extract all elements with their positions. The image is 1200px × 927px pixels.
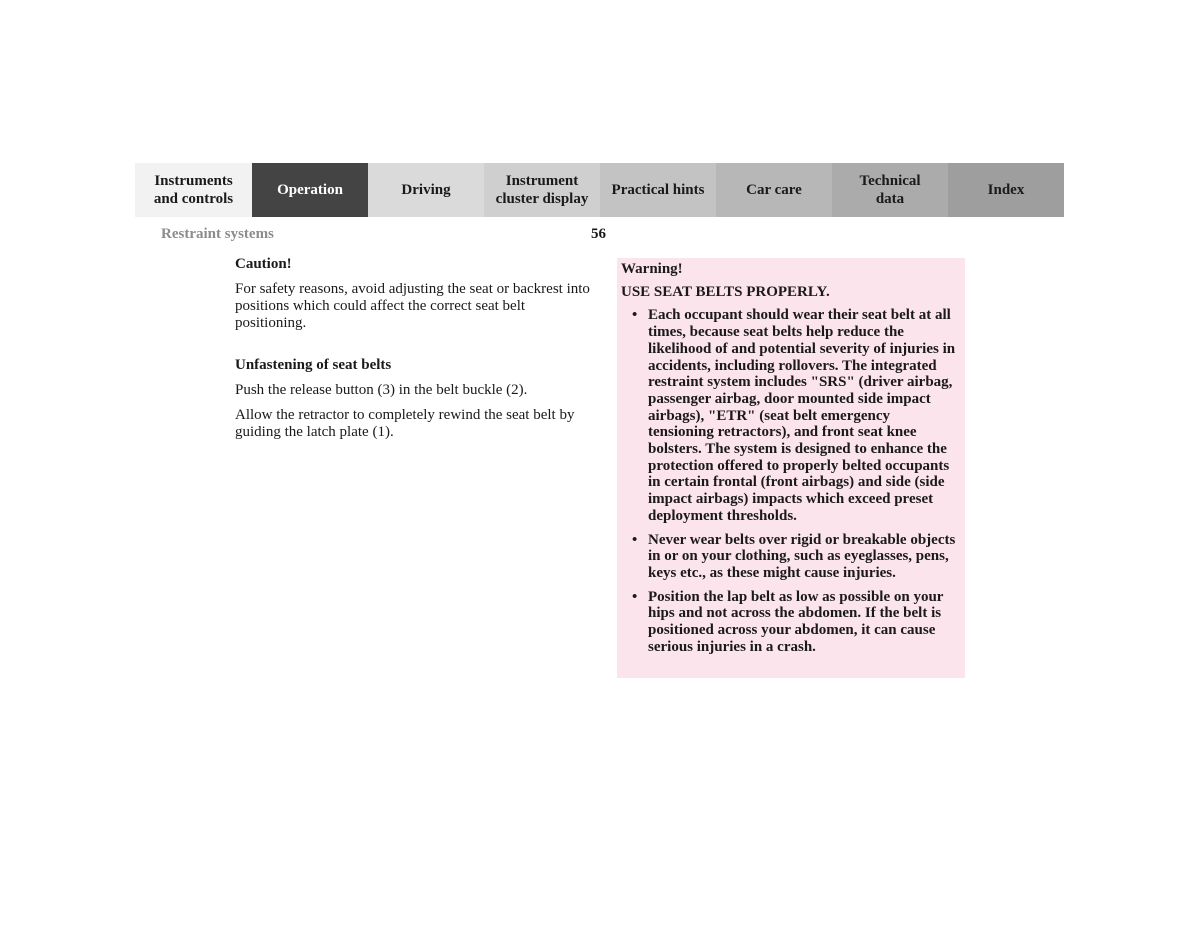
tab-driving[interactable] — [368, 163, 484, 217]
tab-label: Instrument — [505, 173, 579, 189]
caution-text: For safety reasons, avoid adjusting the seat or backrest into positions which could affect the correct seat belt positioning. — [235, 281, 590, 331]
unfastening-heading: Unfastening of seat belts — [235, 357, 392, 373]
tab-car-care[interactable] — [716, 163, 832, 217]
left-column — [235, 256, 595, 449]
tab-operation[interactable] — [252, 163, 368, 217]
tab-label: Technical — [859, 173, 921, 189]
bullet-icon: • — [632, 531, 638, 548]
list-item — [621, 307, 959, 524]
warning-box — [617, 258, 965, 678]
caution-heading: Caution! — [235, 256, 292, 272]
tab-label: and controls — [153, 191, 234, 207]
tab-label: Operation — [277, 182, 343, 198]
warning-item-text: Never wear belts over rigid or breakable objects in or on your clothing, such as eyeglasses, pens, keys etc., as these might cause injuries. — [648, 531, 956, 581]
tab-instrument-cluster-display[interactable] — [484, 163, 600, 217]
section-title: Restraint systems — [161, 226, 274, 242]
chapter-tab-bar — [135, 163, 1064, 217]
tab-label: Instruments — [154, 173, 233, 189]
tab-index[interactable] — [948, 163, 1064, 217]
bullet-icon: • — [632, 588, 638, 605]
warning-item-text: Each occupant should wear their seat belt at all times, because seat belts help reduce the likelihood of and potential severity of injuries in accidents, including rollovers. The integrated restraint system includes "SRS" (driver airbag, passenger airbag, door mounted side impact airbags), "ETR" (seat belt emergency tensioning retractors), and front seat knee bolsters. The system is designed to enhance the protection offered to properly belted occupants in certain frontal (front airbags) and side (side impact airbags) impacts which exceed preset deployment thresholds. — [648, 307, 956, 524]
tab-label: cluster display — [495, 191, 589, 207]
tab-label: Index — [987, 182, 1025, 198]
tab-label: Car care — [746, 182, 802, 198]
unfastening-step-2: Allow the retractor to completely rewind the seat belt by guiding the latch plate (1). — [235, 407, 575, 440]
list-item — [621, 532, 959, 582]
tab-label: Practical hints — [611, 182, 705, 198]
warning-title: Warning! — [621, 261, 683, 277]
list-item — [621, 589, 959, 656]
tab-practical-hints[interactable] — [600, 163, 716, 217]
warning-subtitle: USE SEAT BELTS PROPERLY. — [621, 283, 830, 300]
tab-technical-data[interactable] — [832, 163, 948, 217]
unfastening-step-1: Push the release button (3) in the belt buckle (2). — [235, 382, 528, 398]
tab-label: Driving — [401, 182, 451, 198]
tab-instruments-and-controls[interactable] — [135, 163, 252, 217]
warning-list — [621, 307, 959, 655]
tab-label: data — [875, 191, 905, 207]
bullet-icon: • — [632, 307, 638, 324]
page-number: 56 — [591, 226, 606, 242]
warning-item-text: Position the lap belt as low as possible on your hips and not across the abdomen. If the belt is positioned across your abdomen, it can cause serious injuries in a crash. — [648, 588, 944, 655]
